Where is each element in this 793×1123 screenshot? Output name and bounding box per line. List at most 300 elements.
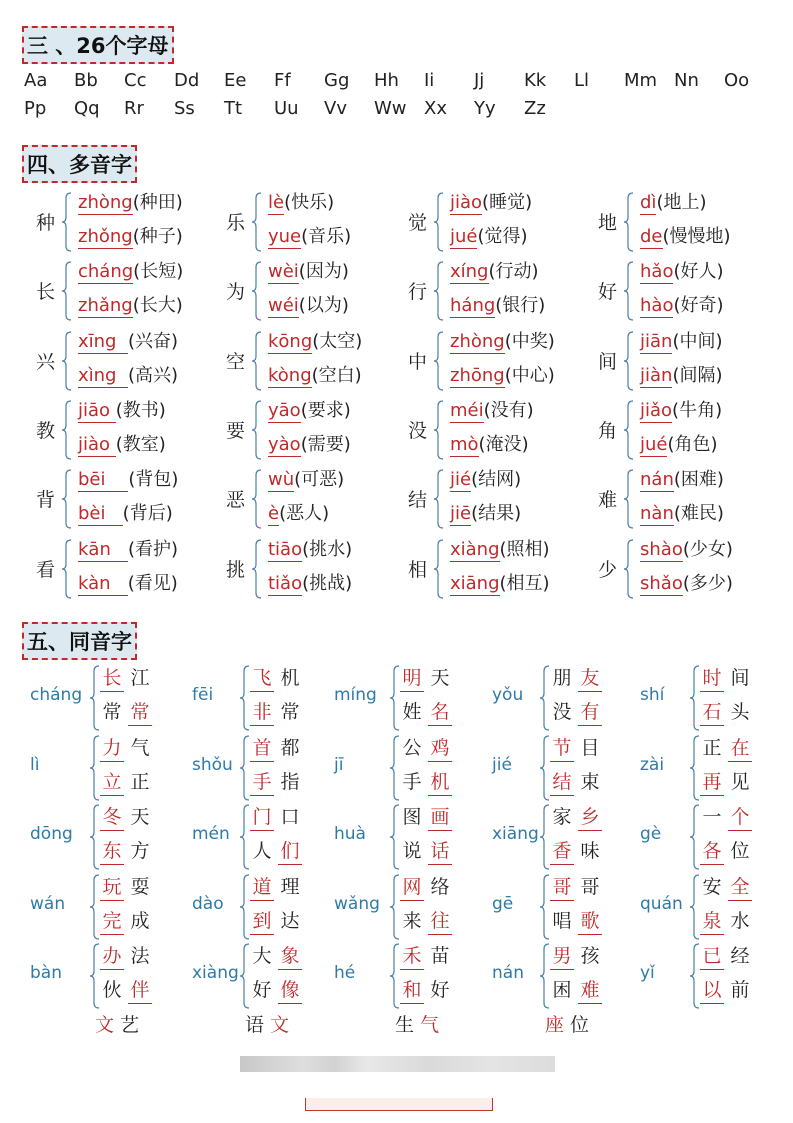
example-word: (没有) [483,399,534,421]
pinyin-reading: xìng [78,364,128,386]
pinyin-label: gē [492,893,514,914]
example-word: (多少) [682,572,733,594]
pinyin-reading: nán [640,469,674,491]
pinyin-label: míng [334,685,377,705]
homophone-char: 正 [702,736,722,759]
highlighted-char: 像 [278,977,302,1004]
polyphone-item [36,396,216,466]
letter-pair: Ss [174,98,195,119]
highlighted-char: 伴 [128,977,152,1004]
brace-icon [624,539,634,599]
polyphone-item [36,257,216,327]
brace-icon [434,400,444,460]
brace-icon [624,261,634,321]
polyphone-char: 好 [598,281,618,304]
pinyin-reading: méi [450,399,484,421]
example-word: (间隔) [672,364,723,386]
example-word: (牛角) [672,399,723,421]
highlighted-char: 时 [700,665,724,692]
homophone-char: 说 [402,840,422,862]
homophone-item [630,733,780,803]
highlighted-char: 结 [550,769,574,796]
highlighted-char: 全 [728,874,752,901]
polyphone-char: 间 [598,350,618,373]
brace-icon [240,943,250,1009]
brace-icon [690,874,700,940]
pinyin-label: wǎng [334,893,380,914]
polyphone-char: 教 [36,419,56,442]
homophone-char: 见 [730,770,750,793]
polyphone-char: 为 [226,281,246,304]
pinyin-reading: jiàn [640,364,673,386]
letter-pair: Mm [624,70,658,91]
blurred-watermark [240,1056,555,1072]
pinyin-reading: kān [78,538,129,560]
homophone-char: 口 [280,806,300,828]
homophone-item-cut: 文 艺 [95,1014,140,1036]
highlighted-char: 哥 [550,874,574,901]
pinyin-reading: yue [268,226,302,247]
polyphone-char: 背 [36,489,56,512]
homophone-char: 天 [430,667,450,689]
highlighted-char: 非 [250,699,274,726]
brace-icon [90,943,100,1009]
brace-icon [240,804,250,870]
polyphone-char: 恶 [226,489,246,512]
example-word: (种子) [132,226,183,247]
example-word: (睡觉) [482,192,533,213]
highlighted-char: 首 [250,735,274,762]
brace-icon [434,261,444,321]
brace-icon [390,735,400,801]
letter-pair: Hh [374,70,399,91]
example-word: (看护) [128,538,179,560]
example-word: (长短) [133,261,184,283]
brace-icon [690,735,700,801]
pinyin-label: nán [492,963,524,983]
homophone-char: 伙 [102,979,122,1001]
homophone-item [30,733,180,803]
polyphone-char: 结 [408,489,428,512]
brace-icon [690,804,700,870]
pinyin-reading: tiǎo [268,572,303,594]
pinyin-reading: tiāo [268,538,303,560]
polyphone-item [36,465,216,535]
brace-icon [252,539,262,599]
homophone-char: 经 [730,945,750,967]
pinyin-reading: jiǎo [640,399,673,421]
polyphone-item [598,535,778,605]
pinyin-label: yǐ [640,963,655,983]
pinyin-reading: nàn [640,503,674,525]
polyphone-char: 兴 [36,350,56,373]
example-word: (因为) [298,261,349,283]
pinyin-reading: kōng [268,330,313,352]
pinyin-reading: yào [268,433,301,455]
highlighted-char: 有 [578,699,602,726]
pinyin-reading: bēi [78,469,129,491]
highlighted-char: 象 [278,943,302,970]
pinyin-reading: kòng [268,364,312,386]
highlighted-char: 玩 [100,874,124,901]
highlighted-char: 各 [700,838,724,865]
example-word: (好奇) [673,295,724,317]
example-word: (要求) [300,399,351,421]
polyphone-item [36,535,216,605]
polyphone-item [408,465,588,535]
homophone-item [480,663,630,733]
brace-icon [252,331,262,391]
example-word: (恶人) [279,503,330,525]
homophone-item-cut: 语 文 [245,1014,290,1036]
example-word: (困难) [673,469,724,491]
homophone-char: 江 [130,667,150,689]
highlighted-char: 鸡 [428,735,452,762]
homophone-char: 束 [580,770,600,793]
highlighted-char: 石 [700,699,724,726]
brace-icon [390,874,400,940]
example-word: (可恶) [294,469,345,491]
highlighted-char: 到 [250,908,274,935]
highlighted-char: 办 [100,943,124,970]
highlighted-char: 禾 [400,943,424,970]
example-word: (银行) [495,295,546,317]
example-word: (结果) [471,503,522,525]
letter-pair: Tt [224,98,243,119]
brace-icon [252,192,262,252]
homophone-item [480,733,630,803]
example-word: (教室) [115,433,166,455]
homophone-item [30,941,180,1011]
example-word: (挑战) [302,572,353,594]
pinyin-reading: hǎo [640,261,674,283]
example-word: (角色) [667,433,718,455]
example-word: (音乐) [301,226,352,247]
brace-icon [540,943,550,1009]
homophone-char: 味 [580,840,600,862]
homophone-char: 达 [280,909,300,932]
letter-pair: Rr [124,98,144,119]
homophone-char: 图 [402,806,422,828]
highlighted-char: 香 [550,838,574,865]
highlighted-char: 明 [400,665,424,692]
polyphone-item [598,327,778,397]
polyphone-item [36,188,216,258]
example-word: (以为) [298,295,349,317]
pinyin-label: jī [334,754,344,775]
homophone-char: 家 [552,806,572,828]
example-word: (中奖) [504,330,555,352]
highlighted-char: 画 [428,804,452,831]
homophone-item [180,733,330,803]
pinyin-label: cháng [30,685,83,705]
homophone-char: 哥 [580,875,600,898]
pinyin-reading: jiāo [78,399,116,421]
section-title-polyphone: 四、多音字 [22,145,137,183]
section-title-alphabet: 三 、26个字母 [22,26,174,64]
pinyin-label: hé [334,963,356,983]
highlighted-char: 话 [428,838,452,865]
letter-pair: Jj [474,70,485,91]
homophone-char: 头 [730,701,750,723]
pinyin-reading: lè [268,192,285,213]
polyphone-item [408,327,588,397]
polyphone-char: 地 [598,212,618,234]
example-word: (挑水) [302,538,353,560]
polyphone-char: 行 [408,281,428,304]
brace-icon [62,400,72,460]
polyphone-item [226,257,406,327]
letter-pair: Qq [74,98,100,119]
brace-icon [434,539,444,599]
homophone-char: 水 [730,909,750,932]
pinyin-reading: zhǒng [78,226,133,247]
highlighted-char: 在 [728,735,752,762]
polyphone-char: 难 [598,489,618,512]
homophone-item [630,941,780,1011]
pinyin-reading: jué [640,433,668,455]
polyphone-char: 看 [36,558,56,581]
pinyin-reading: shǎo [640,572,683,594]
brace-icon [252,261,262,321]
letter-pair: Yy [474,98,496,119]
letter-pair: Xx [424,98,447,119]
example-word: (好人) [673,261,724,283]
example-word: (少女) [682,538,733,560]
homophone-char: 方 [130,840,150,862]
brace-icon [540,665,550,731]
brace-icon [90,665,100,731]
pinyin-label: jié [492,754,512,775]
pinyin-reading: bèi [78,503,123,525]
highlighted-char: 歌 [578,908,602,935]
pinyin-label: quán [640,893,683,914]
homophone-char: 气 [130,736,150,759]
example-word: (高兴) [127,364,178,386]
highlighted-char: 东 [100,838,124,865]
polyphone-item [226,327,406,397]
pinyin-label: xiāng [492,824,539,844]
homophone-char: 目 [580,736,600,759]
homophone-char: 好 [430,979,450,1001]
pinyin-reading: wèi [268,261,299,283]
homophone-char: 唱 [552,909,572,932]
homophone-char: 困 [552,979,572,1001]
letter-pair: Nn [674,70,699,91]
homophone-item [330,802,480,872]
brace-icon [434,192,444,252]
example-word: (难民) [673,503,724,525]
polyphone-char: 要 [226,419,246,442]
brace-icon [240,874,250,940]
example-word: (背后) [122,503,173,525]
brace-icon [240,665,250,731]
homophone-char: 公 [402,736,422,759]
pinyin-label: gè [640,824,662,844]
pinyin-label: lì [30,754,40,775]
example-word: (行动) [488,261,539,283]
footer-box [305,1098,493,1111]
pinyin-label: fēi [192,685,214,705]
pinyin-label: dōng [30,824,73,844]
letter-pair: Kk [524,70,547,91]
highlighted-char: 以 [700,977,724,1004]
highlighted-char: 门 [250,804,274,831]
homophone-char: 安 [702,875,722,898]
example-word: (种田) [132,192,183,213]
brace-icon [624,331,634,391]
brace-icon [252,469,262,529]
brace-icon [540,804,550,870]
homophone-item [30,802,180,872]
pinyin-reading: zhōng [450,364,505,386]
brace-icon [390,804,400,870]
polyphone-char: 中 [408,350,428,373]
homophone-char: 正 [130,770,150,793]
pinyin-reading: hào [640,295,674,317]
polyphone-item [408,257,588,327]
polyphone-char: 觉 [408,212,428,234]
example-word: (需要) [300,433,351,455]
letter-pair: Bb [74,70,98,91]
homophone-item-cut: 生 气 [395,1014,440,1036]
polyphone-item [598,257,778,327]
highlighted-char: 手 [250,769,274,796]
example-word: (看见) [127,572,178,594]
homophone-item [480,872,630,942]
brace-icon [390,665,400,731]
homophone-item [630,802,780,872]
example-word: (兴奋) [127,330,178,352]
homophone-item [330,941,480,1011]
letter-pair: Dd [174,70,200,91]
highlighted-char: 飞 [250,665,274,692]
pinyin-reading: yāo [268,399,301,421]
highlighted-char: 常 [128,699,152,726]
example-word: (地上) [656,192,707,213]
polyphone-char: 相 [408,558,428,581]
brace-icon [62,261,72,321]
example-word: (中心) [504,364,555,386]
example-word: (空白) [311,364,362,386]
letter-pair: Ff [274,70,291,91]
polyphone-char: 没 [408,419,428,442]
pinyin-reading: cháng [78,261,134,283]
pinyin-label: mén [192,824,230,844]
example-word: (淹没) [478,433,529,455]
pinyin-reading: xiāng [450,572,500,594]
pinyin-reading: xiàng [450,538,500,560]
homophone-char: 常 [102,701,122,723]
pinyin-reading: xíng [450,261,489,283]
brace-icon [62,469,72,529]
polyphone-item [598,188,778,258]
homophone-char: 都 [280,736,300,759]
pinyin-reading: háng [450,295,496,317]
brace-icon [90,735,100,801]
highlighted-char: 们 [278,838,302,865]
pinyin-reading: mò [450,433,479,455]
letter-pair: Zz [524,98,546,119]
example-word: (教书) [115,399,166,421]
pinyin-reading: jiē [450,503,472,525]
brace-icon [540,735,550,801]
homophone-item [180,802,330,872]
letter-pair: Vv [324,98,347,119]
homophone-char: 位 [730,840,750,862]
example-word: (觉得) [477,226,528,247]
polyphone-item [226,188,406,258]
pinyin-label: zài [640,754,665,775]
brace-icon [90,804,100,870]
brace-icon [90,874,100,940]
pinyin-reading: jué [450,226,478,247]
homophone-char: 前 [730,979,750,1001]
homophone-item [180,663,330,733]
example-word: (慢慢地) [662,226,731,247]
homophone-char: 络 [430,875,450,898]
pinyin-label: bàn [30,963,62,983]
homophone-item [180,872,330,942]
brace-icon [690,665,700,731]
brace-icon [62,539,72,599]
brace-icon [624,400,634,460]
highlighted-char: 立 [100,769,124,796]
homophone-item-cut: 座 位 [545,1014,590,1036]
homophone-char: 没 [552,701,572,723]
highlighted-char: 泉 [700,908,724,935]
example-word: (相互) [499,572,550,594]
polyphone-char: 空 [226,350,246,373]
highlighted-char: 力 [100,735,124,762]
example-word: (快乐) [284,192,335,213]
homophone-char: 朋 [552,667,572,689]
pinyin-reading: jiào [78,433,116,455]
highlighted-char: 完 [100,908,124,935]
homophone-char: 天 [130,806,150,828]
homophone-item [30,872,180,942]
letter-pair: Pp [24,98,47,119]
homophone-item [330,663,480,733]
pinyin-reading: jiān [640,330,673,352]
highlighted-char: 和 [400,977,424,1004]
highlighted-char: 冬 [100,804,124,831]
highlighted-char: 友 [578,665,602,692]
highlighted-char: 再 [700,769,724,796]
polyphone-item [226,535,406,605]
highlighted-char: 男 [550,943,574,970]
polyphone-item [226,396,406,466]
polyphone-item [226,465,406,535]
polyphone-char: 种 [36,212,56,234]
highlighted-char: 道 [250,874,274,901]
highlighted-char: 已 [700,943,724,970]
example-word: (结网) [471,469,522,491]
pinyin-label: xiàng [192,963,239,983]
highlighted-char: 往 [428,908,452,935]
example-word: (照相) [499,538,550,560]
pinyin-label: shí [640,685,665,705]
homophone-item [480,941,630,1011]
brace-icon [62,331,72,391]
pinyin-reading: de [640,226,663,247]
pinyin-reading: zhǎng [78,295,133,317]
homophone-char: 法 [130,945,150,967]
polyphone-char: 挑 [226,558,246,581]
polyphone-item [598,396,778,466]
highlighted-char: 乡 [578,804,602,831]
brace-icon [252,400,262,460]
